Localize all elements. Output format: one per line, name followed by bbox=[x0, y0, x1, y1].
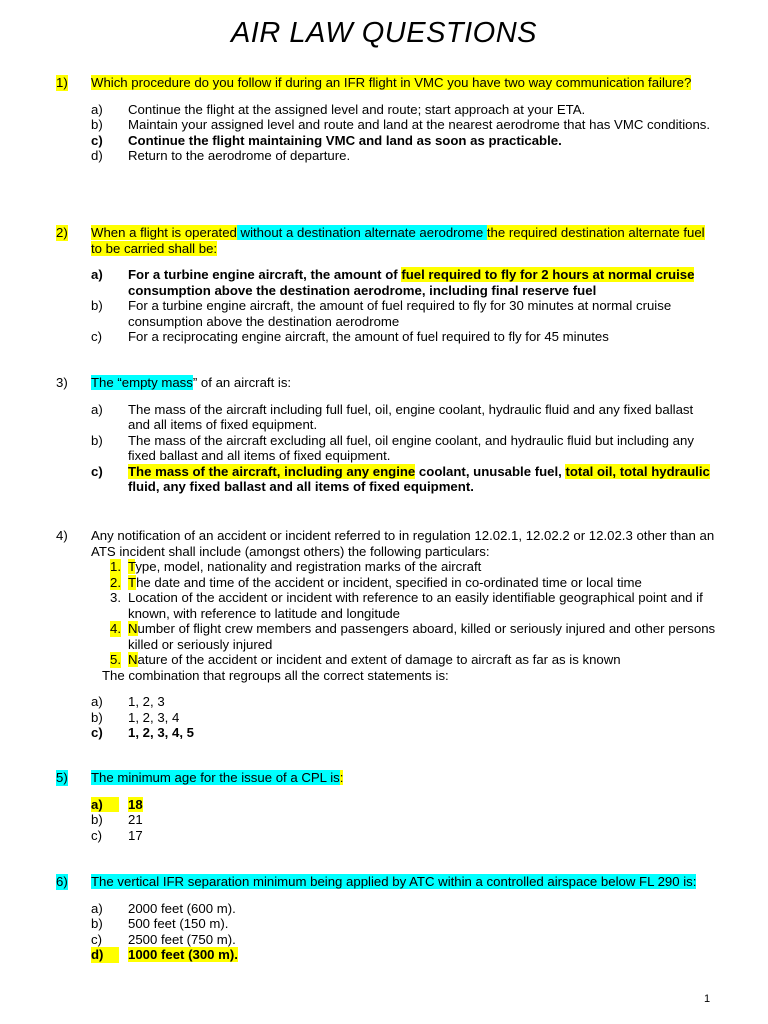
answer-label: a) bbox=[91, 401, 103, 417]
question-stem bbox=[56, 75, 716, 91]
answer-text: The mass of the aircraft including full fuel, oil, engine coolant, hydraulic fluid and any fixed ballast and all items of fixed equipment. bbox=[128, 401, 694, 432]
answer-option bbox=[56, 916, 716, 932]
answer-text: 500 feet (150 m). bbox=[128, 916, 229, 931]
list-item-first-letter: T bbox=[128, 559, 136, 574]
answer-label: a) bbox=[91, 267, 103, 282]
list-item-first-letter: N bbox=[128, 652, 138, 667]
question-4 bbox=[56, 528, 716, 741]
list-item-text: umber of flight crew members and passengers aboard, killed or seriously injured and other persons killed or seriously injured bbox=[128, 621, 716, 652]
answer-option bbox=[56, 298, 716, 329]
question-number: 5) bbox=[56, 770, 68, 785]
answer-label: c) bbox=[91, 725, 103, 740]
answer-text: 1000 feet (300 m). bbox=[128, 947, 238, 962]
answer-option bbox=[56, 932, 716, 948]
answer-text: 21 bbox=[128, 812, 143, 827]
list-item-first-letter: L bbox=[128, 590, 136, 605]
answer-text-part: The mass of the aircraft, including any engine bbox=[128, 463, 416, 479]
question-text-part: ” of an aircraft is: bbox=[192, 375, 292, 390]
question-text-part: : bbox=[339, 770, 344, 785]
question-stem bbox=[56, 874, 716, 890]
answer-text: Continue the flight at the assigned level and route; start approach at your ETA. bbox=[128, 101, 586, 117]
question-text: The vertical IFR separation minimum being applied by ATC within a controlled airspace below FL 290 is: bbox=[91, 874, 697, 889]
answer-option bbox=[56, 812, 716, 828]
list-item-number: 5. bbox=[110, 652, 121, 667]
answer-label: b) bbox=[91, 916, 103, 931]
correct-answer-option bbox=[56, 725, 716, 741]
answer-text-part: coolant, unusable fuel, bbox=[415, 463, 566, 479]
answer-label: a) bbox=[91, 694, 103, 709]
answer-label: b) bbox=[91, 812, 103, 827]
answer-text: For a turbine engine aircraft, the amount of fuel required to fly for 30 minutes at normal cruise consumption above the destination aerodrome bbox=[128, 298, 672, 329]
answer-text: 18 bbox=[128, 796, 143, 812]
answer-text-part: consumption above the destination aerodrome, including final reserve fuel bbox=[128, 282, 597, 298]
answer-text-part: fluid, any fixed ballast and all items of fixed equipment. bbox=[128, 479, 474, 494]
list-item-number: 2. bbox=[110, 574, 121, 590]
answer-option bbox=[56, 117, 716, 133]
question-text-part: When a flight is operated bbox=[91, 225, 237, 240]
combination-prompt: The combination that regroups all the correct statements is: bbox=[102, 667, 449, 683]
answer-label: b) bbox=[91, 117, 103, 132]
answer-text-part: For a turbine engine aircraft, the amount of bbox=[128, 267, 402, 282]
list-item bbox=[56, 652, 716, 668]
page-number: 1 bbox=[704, 993, 711, 1005]
list-item bbox=[56, 575, 716, 591]
answer-label: c) bbox=[91, 132, 103, 148]
answer-text-part: fuel required to fly for 2 hours at normal cruise bbox=[401, 267, 695, 282]
question-number: 3) bbox=[56, 375, 68, 390]
question-text: Any notification of an accident or incident referred to in regulation 12.02.1, 12.02.2 or 12.02.3 other than an ATS incident shall include (amongst others) the following particulars: bbox=[91, 528, 715, 559]
answer-text: 2500 feet (750 m). bbox=[128, 931, 236, 947]
answer-label: a) bbox=[91, 101, 103, 117]
answer-label: c) bbox=[91, 463, 103, 479]
answer-option bbox=[56, 402, 716, 433]
correct-answer-option bbox=[56, 797, 716, 813]
list-item bbox=[56, 590, 716, 621]
answer-option bbox=[56, 329, 716, 345]
question-text-part: the required destination alternate fuel to be carried shall be: bbox=[91, 225, 705, 256]
question-number: 6) bbox=[56, 874, 68, 889]
list-item-text: ype, model, nationality and registration marks of the aircraft bbox=[135, 559, 482, 574]
list-item bbox=[56, 621, 716, 652]
question-stem bbox=[56, 375, 716, 391]
answer-label: c) bbox=[91, 827, 102, 843]
question-stem bbox=[56, 528, 716, 559]
answer-option bbox=[56, 828, 716, 844]
correct-answer-option bbox=[56, 267, 716, 298]
list-item-first-letter: T bbox=[128, 574, 137, 590]
list-item-first-letter: N bbox=[128, 621, 138, 636]
answer-text: 2000 feet (600 m). bbox=[128, 900, 236, 916]
question-2 bbox=[56, 225, 716, 345]
answer-option bbox=[56, 694, 716, 710]
correct-answer-option bbox=[56, 133, 716, 149]
answer-label: d) bbox=[91, 148, 103, 163]
question-stem bbox=[56, 225, 716, 256]
answer-text-part: total oil, total hydraulic bbox=[565, 463, 710, 479]
question-text-part: The minimum age for the issue of a CPL is bbox=[91, 770, 340, 785]
question-stem bbox=[56, 770, 716, 786]
answer-option bbox=[56, 710, 716, 726]
question-1 bbox=[56, 75, 716, 164]
question-text-part: The “empty mass bbox=[91, 375, 193, 390]
answer-text: 1, 2, 3, 4, 5 bbox=[128, 725, 194, 740]
answer-label: a) bbox=[91, 797, 119, 813]
answer-text: Return to the aerodrome of departure. bbox=[128, 148, 351, 163]
answer-text: For a reciprocating engine aircraft, the amount of fuel required to fly for 45 minutes bbox=[128, 329, 609, 344]
answer-label: c) bbox=[91, 329, 102, 344]
question-text: Which procedure do you follow if during an IFR flight in VMC you have two way communication failure? bbox=[91, 75, 692, 90]
answer-option bbox=[56, 433, 716, 464]
answer-text: 1, 2, 3, 4 bbox=[128, 709, 180, 725]
question-5 bbox=[56, 770, 716, 843]
answer-label: b) bbox=[91, 432, 103, 448]
question-number: 2) bbox=[56, 225, 68, 240]
list-item-number: 3. bbox=[110, 590, 121, 605]
answer-text: The mass of the aircraft excluding all fuel, oil engine coolant, and hydraulic fluid but including any fixed ballast and all items of fixed equipment. bbox=[128, 432, 694, 463]
answer-option bbox=[56, 102, 716, 118]
question-number: 4) bbox=[56, 528, 68, 543]
answer-option bbox=[56, 901, 716, 917]
answer-option bbox=[56, 148, 716, 164]
question-number: 1) bbox=[56, 75, 68, 90]
list-item-text: ature of the accident or incident and extent of damage to aircraft as far as is known bbox=[137, 652, 621, 667]
page-title: AIR LAW QUESTIONS bbox=[230, 17, 538, 49]
question-6 bbox=[56, 874, 716, 963]
answer-label: d) bbox=[91, 947, 119, 963]
list-item-number: 4. bbox=[110, 621, 121, 636]
list-item-text: he date and time of the accident or incident, specified in co-ordinated time or local time bbox=[136, 574, 642, 590]
list-item-number: 1. bbox=[110, 559, 121, 574]
answer-label: c) bbox=[91, 931, 102, 947]
answer-text: 1, 2, 3 bbox=[128, 694, 165, 709]
list-item bbox=[56, 559, 716, 575]
question-text-part: without a destination alternate aerodrome bbox=[236, 225, 487, 240]
question-3 bbox=[56, 375, 716, 495]
correct-answer-option bbox=[56, 947, 716, 963]
answer-label: b) bbox=[91, 709, 103, 725]
list-item-text: ocation of the accident or incident with reference to an easily identifiable geographical point and if known, with reference to latitude and longitude bbox=[128, 590, 703, 621]
answer-label: a) bbox=[91, 900, 103, 916]
answer-text: Continue the flight maintaining VMC and land as soon as practicable. bbox=[128, 132, 562, 148]
correct-answer-option bbox=[56, 464, 716, 495]
answer-label: b) bbox=[91, 298, 103, 313]
answer-text: 17 bbox=[128, 827, 143, 843]
answer-text: Maintain your assigned level and route and land at the nearest aerodrome that has VMC conditions. bbox=[128, 117, 711, 132]
